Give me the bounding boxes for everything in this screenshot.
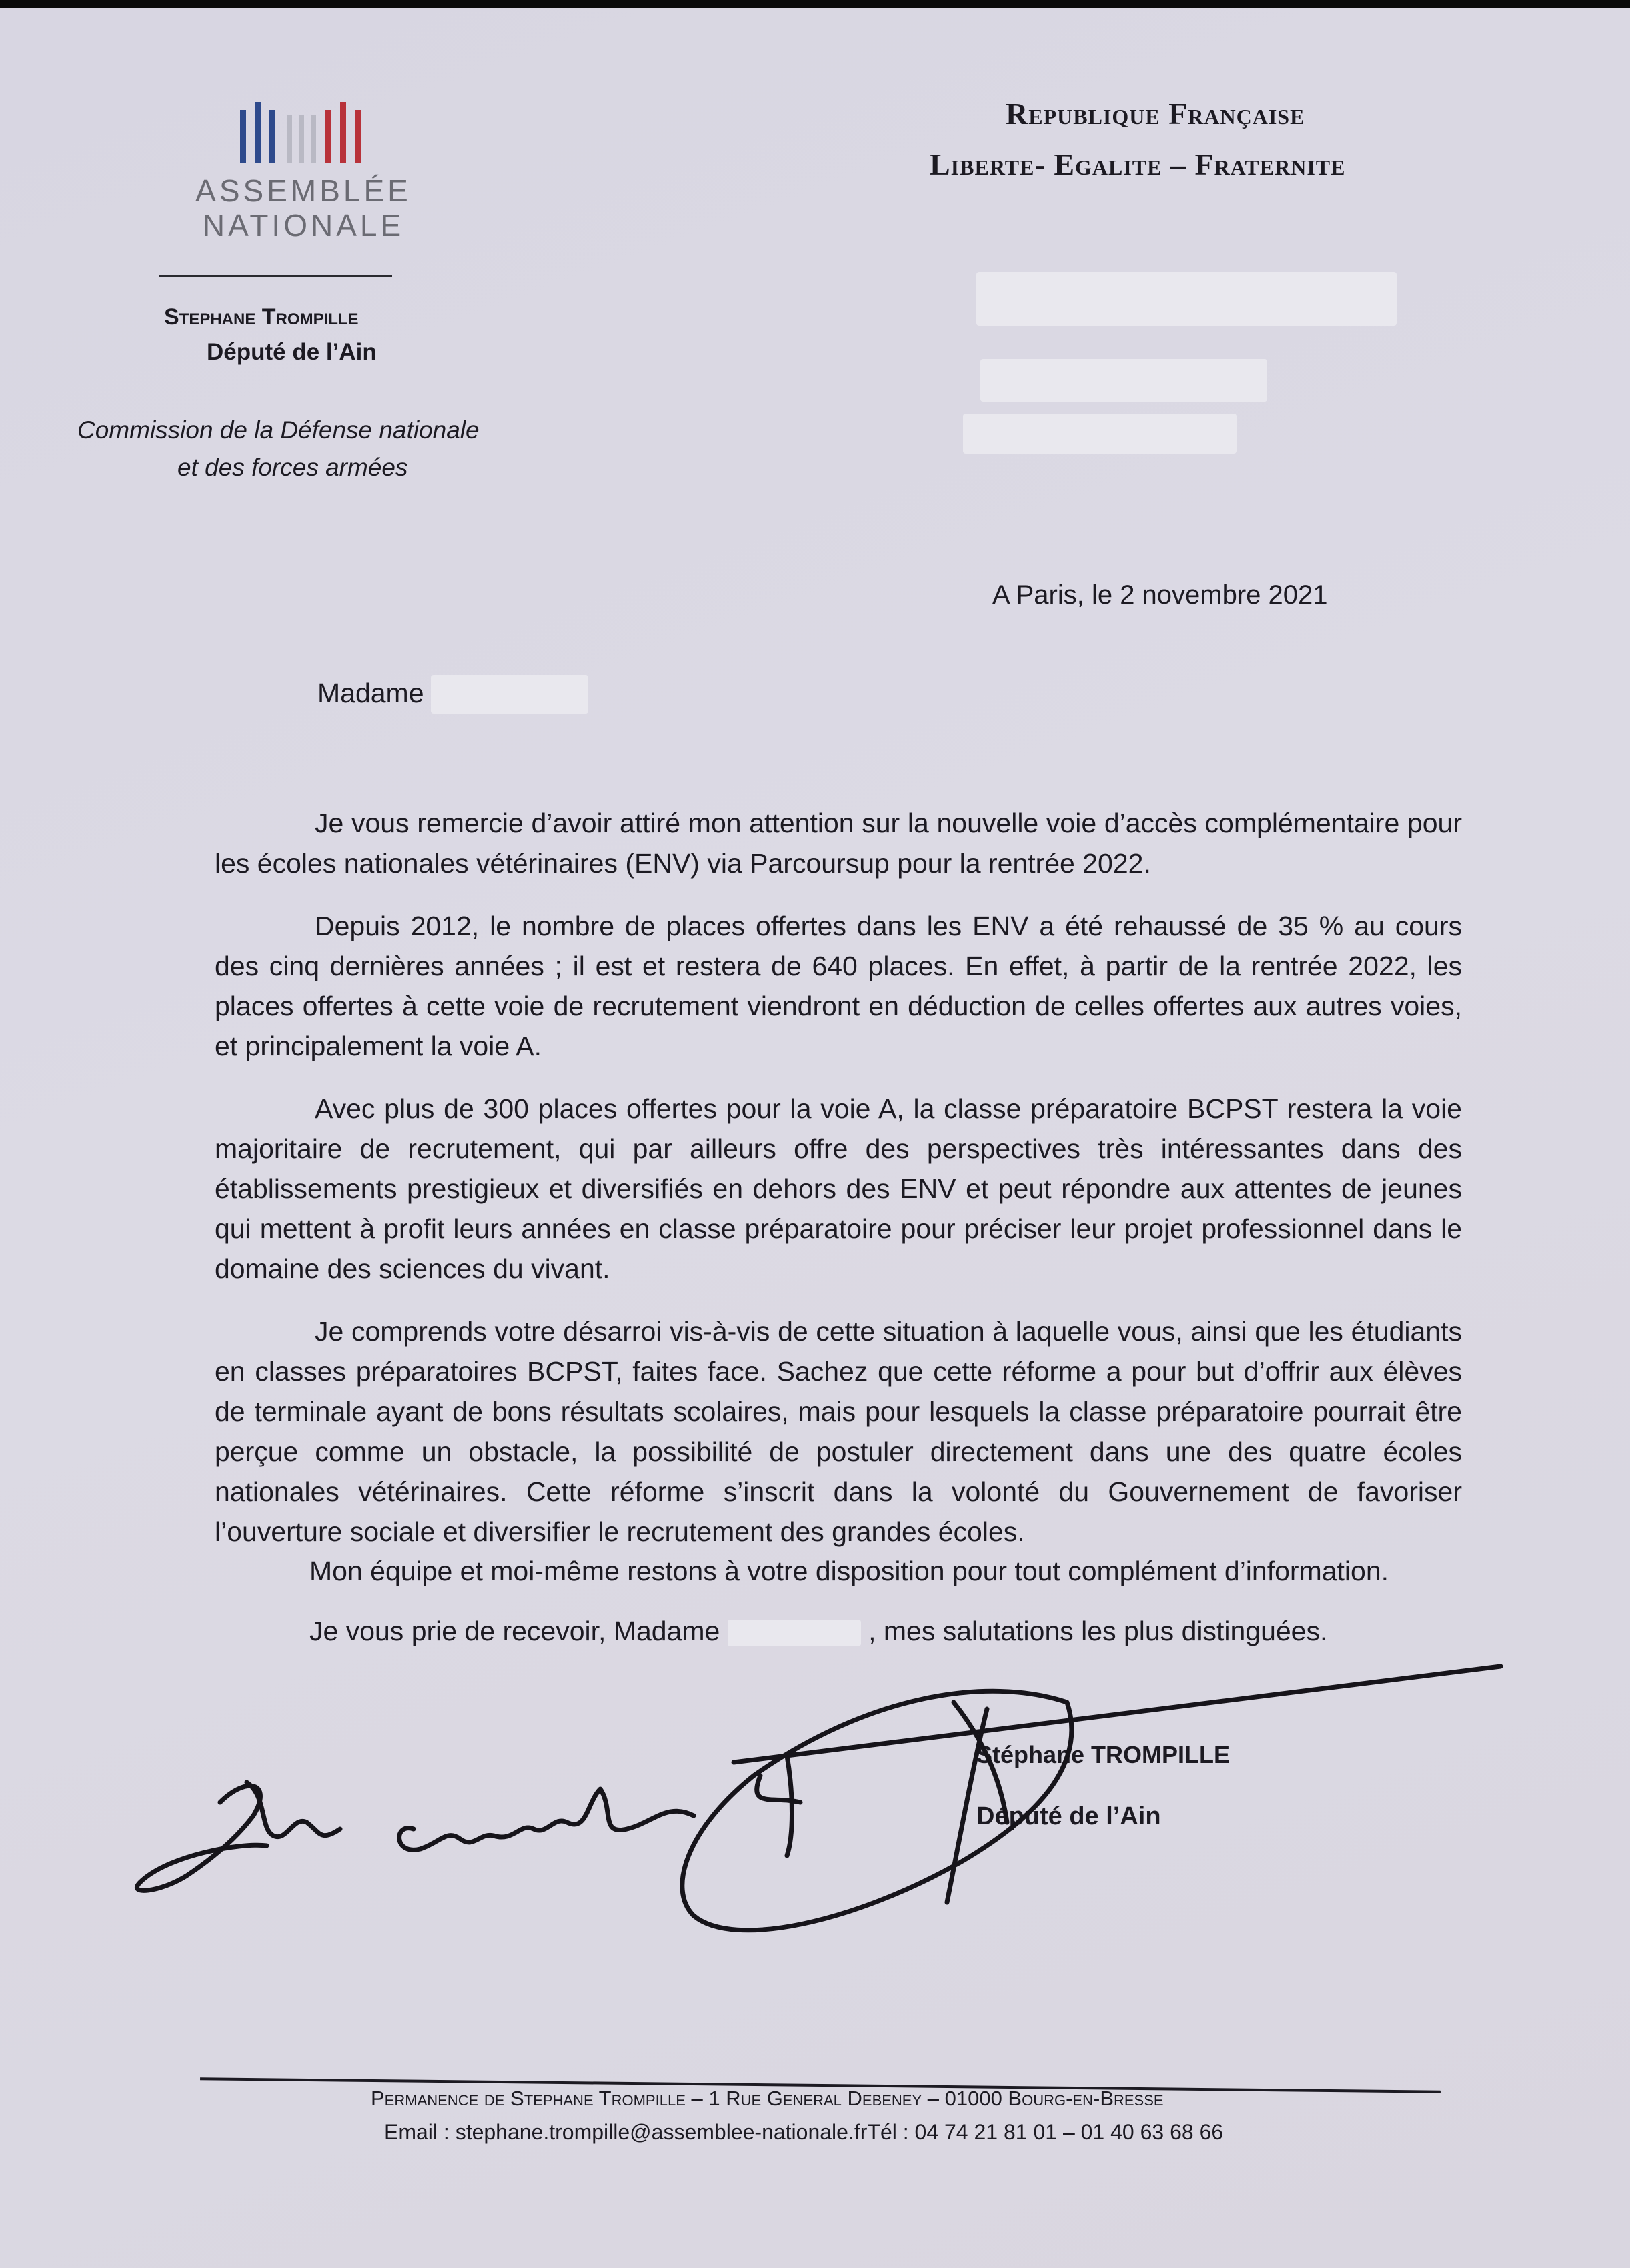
redacted-address-line-1 bbox=[976, 272, 1397, 326]
assemblee-tricolor-mark bbox=[220, 97, 380, 177]
logo-line-1: ASSEMBLÉE bbox=[195, 173, 412, 208]
body-paragraph-4: Je comprends votre désarroi vis-à-vis de cette situation à laquelle vous, ainsi que les étudiants en classes préparatoires BCPST, faites face. Sachez que cette réforme a pour but d’offrir aux élèves de terminale ayant de bons résultats scolaires, mais pour lesquels la classe préparatoire pourrait être perçue comme un obstacle, la possibilité de postuler directement dans une des quatre écoles nationales vétérinaires. Cette réforme s’inscrit dans la volonté du Gouvernement de favoriser l’ouverture sociale et diversifier le recrutement des grandes écoles. bbox=[215, 1316, 1462, 1547]
closing-line-2-end: , mes salutations les plus distinguées. bbox=[868, 1616, 1328, 1646]
commission-line-2: et des forces armées bbox=[177, 454, 408, 481]
deputy-title: Député de l’Ain bbox=[207, 339, 377, 365]
body-paragraph-1: Je vous remercie d’avoir attiré mon attention sur la nouvelle voie d’accès complémentaire pour les écoles nationales vétérinaires (ENV) via Parcoursup pour la rentrée 2022. bbox=[215, 808, 1462, 879]
handwritten-signature bbox=[120, 1662, 1521, 1942]
footer-address: Permanence de Stephane Trompille – 1 Rue General Debeney – 01000 Bourg-en-Bresse bbox=[371, 2087, 1164, 2110]
closing-line-2 bbox=[309, 1616, 1327, 1647]
salutation bbox=[317, 678, 424, 709]
redacted-address-line-2 bbox=[980, 359, 1267, 402]
deputy-name: Stephane Trompille bbox=[164, 304, 359, 330]
commission-line-1: Commission de la Défense nationale bbox=[77, 416, 480, 444]
salutation-text: Madame bbox=[317, 678, 424, 708]
body-paragraph-3: Avec plus de 300 places offertes pour la voie A, la classe préparatoire BCPST restera la voie majoritaire de recrutement, qui par ailleurs offre des perspectives très intéressantes dans des établissements prestigieux et diversifiés en dehors des ENV et peut répondre aux attentes de jeunes qui mettent à profit leurs années en classe préparatoire pour préciser leur projet professionnel dans le domaine des sciences du vivant. bbox=[215, 1093, 1462, 1284]
header-divider bbox=[159, 275, 392, 277]
letter-body bbox=[215, 803, 1462, 1574]
closing-line-1: Mon équipe et moi-même restons à votre disposition pour tout complément d’information. bbox=[309, 1556, 1389, 1586]
letter-date: A Paris, le 2 novembre 2021 bbox=[992, 580, 1328, 610]
redacted-address-line-3 bbox=[963, 414, 1237, 454]
footer-contact: Email : stephane.trompille@assemblee-nationale.frTél : 04 74 21 81 01 – 01 40 63 68 66 bbox=[384, 2120, 1224, 2144]
redacted-recipient-name-2 bbox=[728, 1620, 861, 1646]
republic-motto: Liberte- Egalite – Fraternite bbox=[930, 147, 1346, 181]
closing-line-2-start: Je vous prie de recevoir, Madame bbox=[309, 1616, 720, 1646]
republic-heading: Republique Française bbox=[1006, 97, 1305, 131]
redacted-recipient-name bbox=[431, 675, 588, 714]
logo-text bbox=[193, 173, 414, 243]
logo-line-2: NATIONALE bbox=[202, 208, 405, 243]
signatory-title: Député de l’Ain bbox=[976, 1802, 1161, 1830]
letter-page bbox=[0, 8, 1630, 2268]
signatory-name: Stéphane TROMPILLE bbox=[976, 1741, 1231, 1768]
body-paragraph-2: Depuis 2012, le nombre de places offertes dans les ENV a été rehaussé de 35 % au cours des cinq dernières années ; il est et restera de 640 places. En effet, à partir de la rentrée 2022, les places offertes à cette voie de recrutement viendront en déduction de celles offertes aux autres voies, et principalement la voie A. bbox=[215, 911, 1462, 1061]
